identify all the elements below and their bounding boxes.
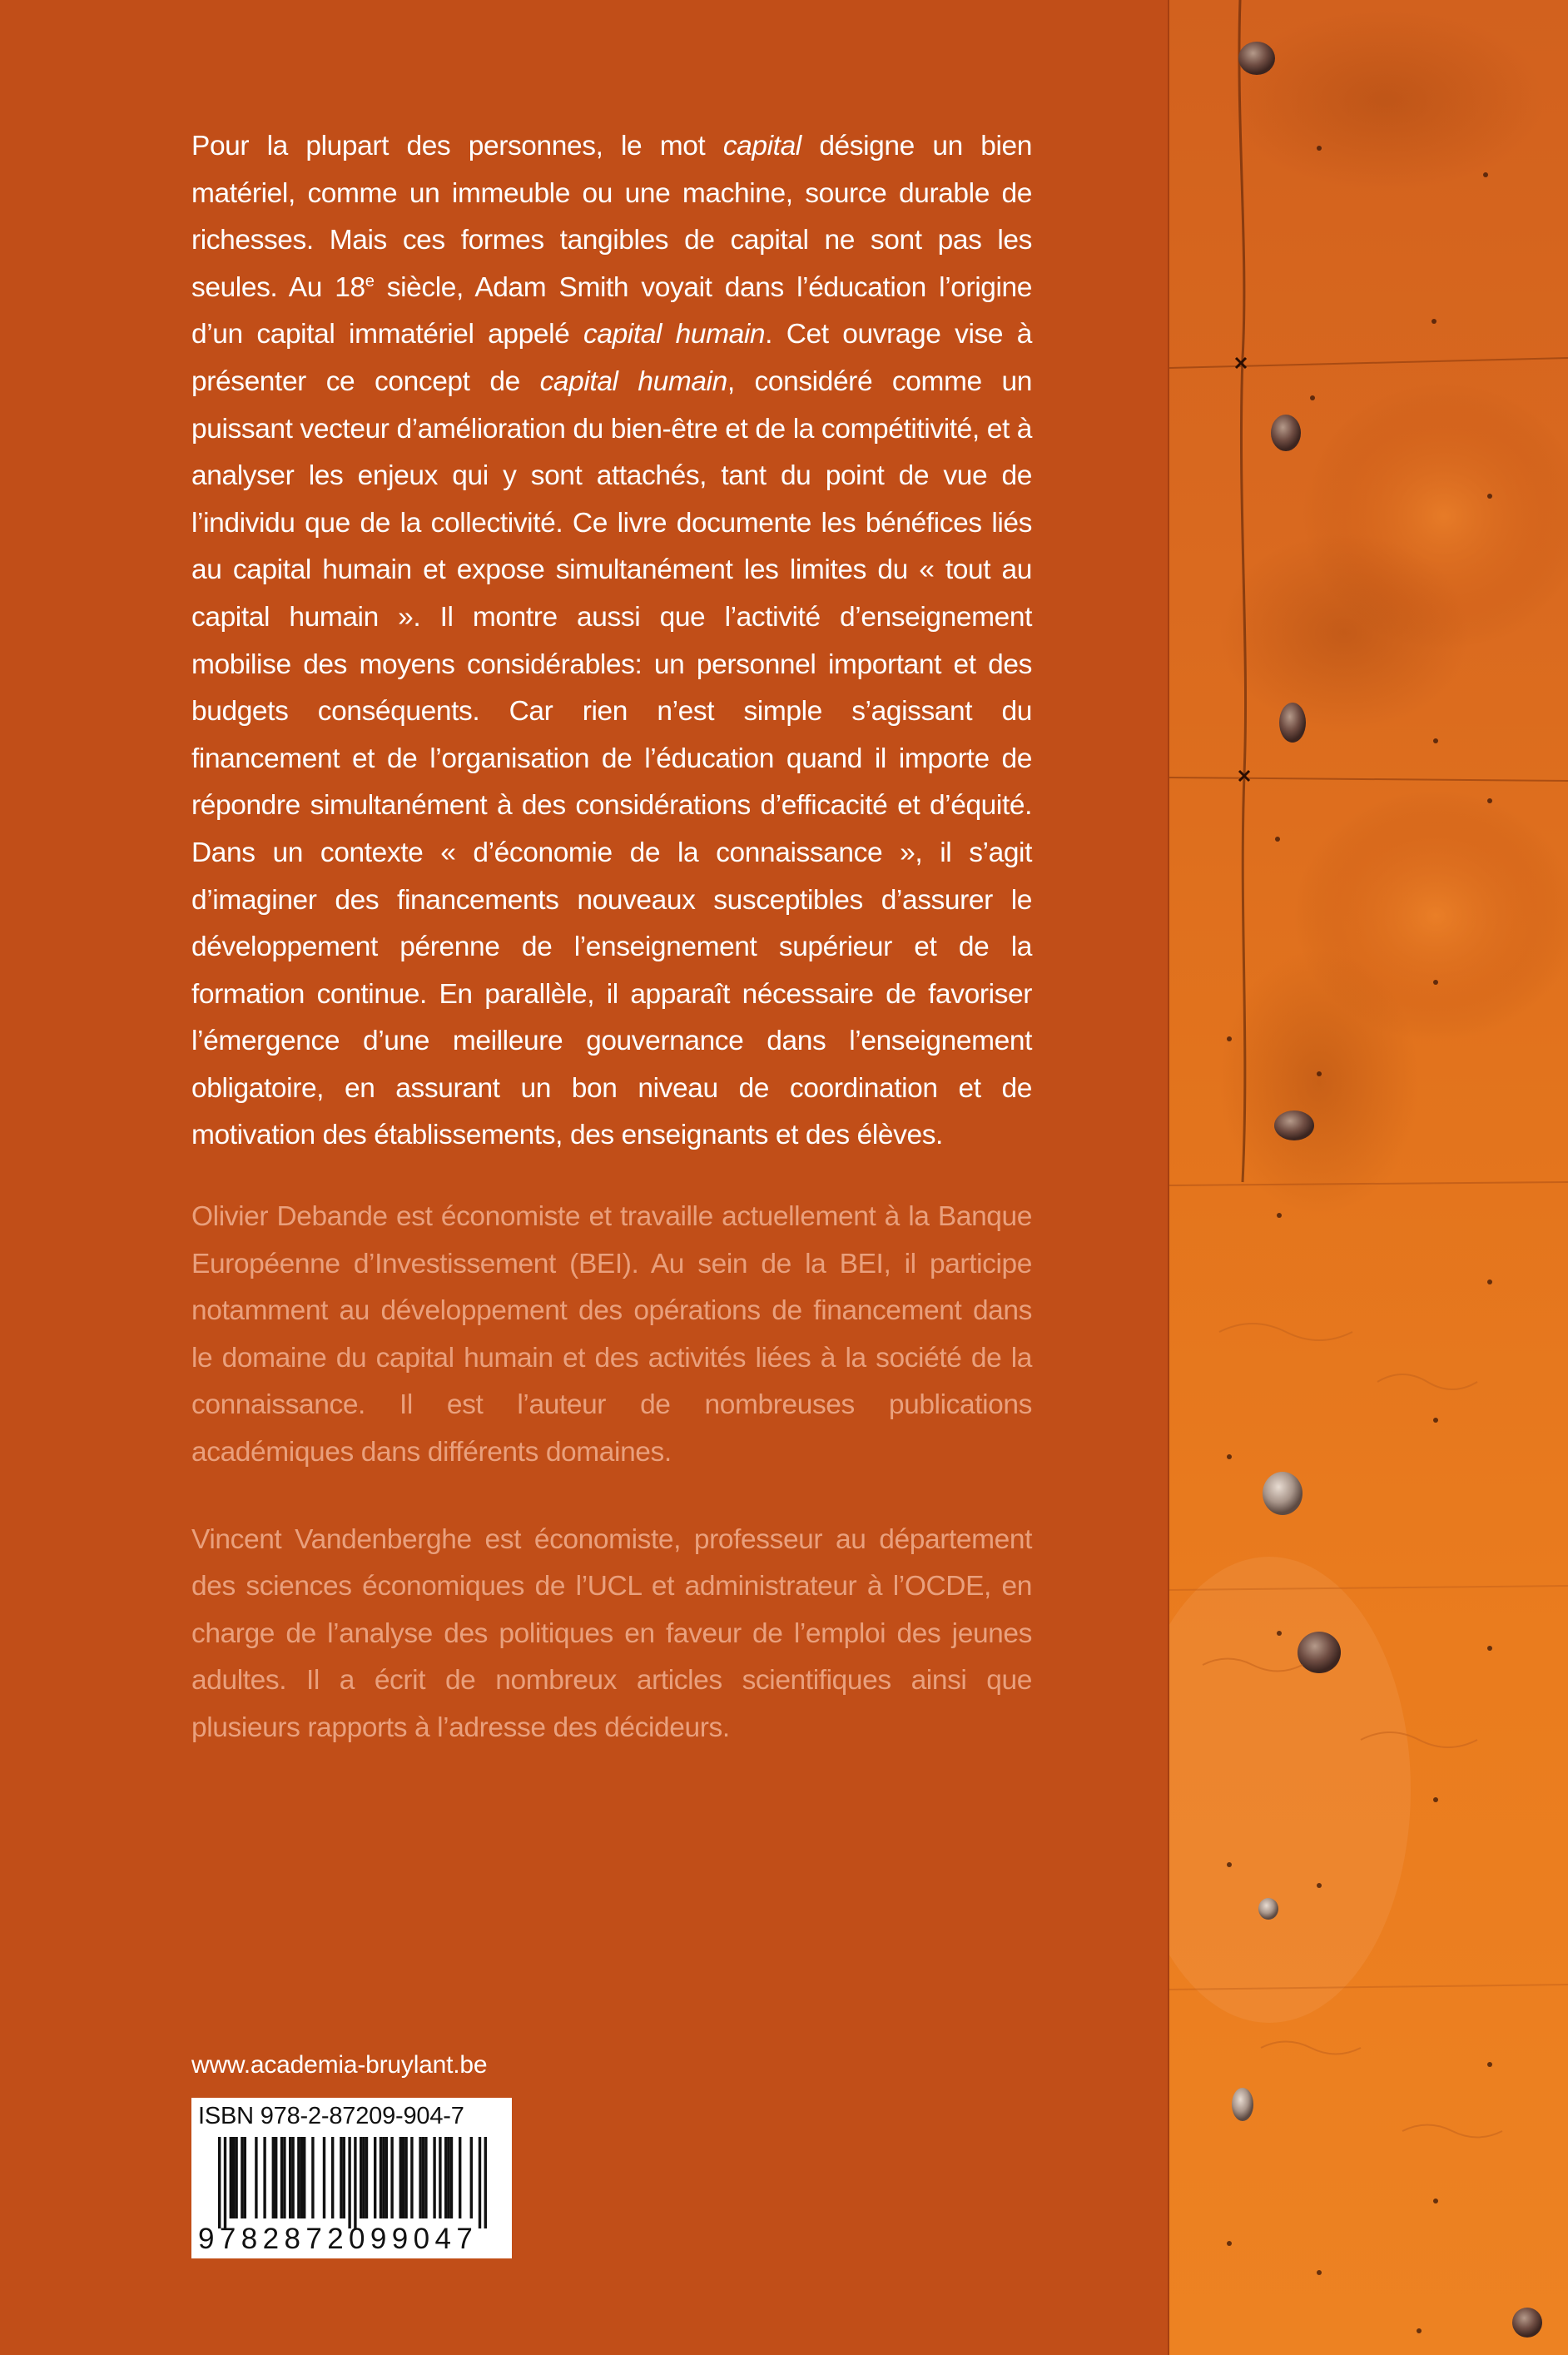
barcode-bar (340, 2137, 342, 2218)
barcode-bar (280, 2137, 283, 2218)
barcode-bar (224, 2137, 226, 2228)
text-column (191, 123, 1032, 1752)
blurb-segment: capital humain (539, 365, 727, 397)
barcode-bar (311, 2137, 314, 2218)
barcode-bar (232, 2137, 235, 2218)
barcode-bar (399, 2137, 402, 2218)
barcode-bar (348, 2137, 350, 2228)
barcode-bar (382, 2137, 385, 2218)
ean-digits: 9782872099047 (198, 2223, 479, 2255)
barcode-bar (365, 2137, 368, 2218)
barcode-bar (424, 2137, 427, 2218)
barcode-bar (444, 2137, 447, 2218)
blurb-segment: Pour la plupart des personnes, le mot (191, 131, 723, 161)
barcode-bar (360, 2137, 362, 2218)
barcode-bar (230, 2137, 232, 2218)
blurb-segment: . Cet ouvrage vise à présenter ce concept de (191, 319, 1032, 397)
barcode-bar (303, 2137, 305, 2218)
barcode-bar (479, 2137, 481, 2228)
barcode-bar (450, 2137, 453, 2218)
barcode-bar (323, 2137, 325, 2218)
blurb-segment: siècle, Adam Smith voyait dans l’éducation l’origine d’un capital immatériel appelé (191, 271, 1033, 350)
blurb-segment: capital (722, 131, 801, 161)
barcode-bar (289, 2137, 291, 2218)
barcode-bar (422, 2137, 424, 2218)
barcode-bar (410, 2137, 413, 2218)
publisher-website[interactable]: www.academia-bruylant.be (191, 2051, 488, 2079)
barcode-bar (218, 2137, 221, 2228)
barcode-bar (447, 2137, 449, 2218)
barcode-bar (459, 2137, 461, 2218)
barcode-bar (275, 2137, 277, 2218)
barcode-bar (404, 2137, 407, 2218)
barcode-box (191, 2098, 512, 2258)
barcode-bar (241, 2137, 243, 2218)
blurb-segment: désigne un bien matériel, comme un immeuble ou une machine, source durable de richesses. Mais ces formes tangibles de capital ne sont pas les seules. Au 18 (191, 131, 1033, 303)
barcode-bar (380, 2137, 382, 2218)
barcode-bar (402, 2137, 404, 2218)
barcode-bar (470, 2137, 473, 2218)
barcode-bar (385, 2137, 388, 2218)
barcode-bar (263, 2137, 265, 2218)
blurb-paragraph (191, 123, 1032, 1160)
barcode-bar (390, 2137, 393, 2218)
isbn-label: ISBN 978-2-87209-904-7 (198, 2103, 464, 2129)
blurb-segment: , considéré comme un puissant vecteur d’amélioration du bien-être et de la compétitivité, et à analyser les enjeux qui y sont attachés, tant du point de vue de l’individu que de la collectivité. Ce livre documente les bénéfices liés au capital humain et expose simultanément les limites du « tout au capital humain ». Il montre aussi que l’activité d’enseignement mobilise des moyens considérables: un personnel important et des budgets conséquents. Car rien n’est simple s’agissant du financement et de l’organisation de l’éducation quand il importe de répondre simultanément à des considérations d’efficacité et d’équité. Dans un contexte « d’économie de la connaissance », il s’agit d’imaginer des financements nouveaux susceptibles d’assurer le développement pérenne de l’enseignement supérieur et de la formation continue. En parallèle, il apparaît nécessaire de favoriser l’émergence d’une meilleure gouvernance dans l’enseignement obligatoire, en assurant un bon niveau de coordination et de motivation des établissements, des enseignants et des élèves. (191, 365, 1032, 1151)
barcode-bar (433, 2137, 435, 2218)
blurb-segment: e (365, 271, 375, 291)
barcode-bar (297, 2137, 300, 2218)
barcode-bar (283, 2137, 285, 2218)
author-bio-vandenberghe: Vincent Vandenberghe est économiste, professeur au département des sciences économiques de l’UCL et administrateur à l’OCDE, en charge de l’analyse des politiques en faveur de l’emploi des jeunes adultes. Il a écrit de nombreux articles scientifiques ainsi que plusieurs rapports à l’adresse des décideurs. (191, 1523, 1032, 1743)
barcode-bar (484, 2137, 487, 2228)
barcode-bar (374, 2137, 376, 2218)
barcode-bar (362, 2137, 365, 2218)
barcode-bar (291, 2137, 294, 2218)
climbing-wall-photo (1169, 0, 1568, 2355)
author-bio-debande: Olivier Debande est économiste et travaille actuellement à la Banque Européenne d’Investissement (BEI). Au sein de la BEI, il participe notamment au développement des opérations de financement dans le domaine du capital humain et des activités liées à la société de la connaissance. Il est l’auteur de nombreuses publications académiques dans différents domaines. (191, 1201, 1032, 1468)
blurb-segment: capital humain (583, 319, 766, 350)
barcode-bar (331, 2137, 334, 2218)
barcode-bar (343, 2137, 345, 2218)
barcode-bar (272, 2137, 275, 2218)
barcode-bar (419, 2137, 421, 2218)
barcode-bar (439, 2137, 441, 2218)
barcode-bar (255, 2137, 257, 2218)
barcode-bar (300, 2137, 303, 2218)
barcode-bar (235, 2137, 237, 2218)
barcode-bar (354, 2137, 356, 2228)
barcode-bar (244, 2137, 246, 2218)
